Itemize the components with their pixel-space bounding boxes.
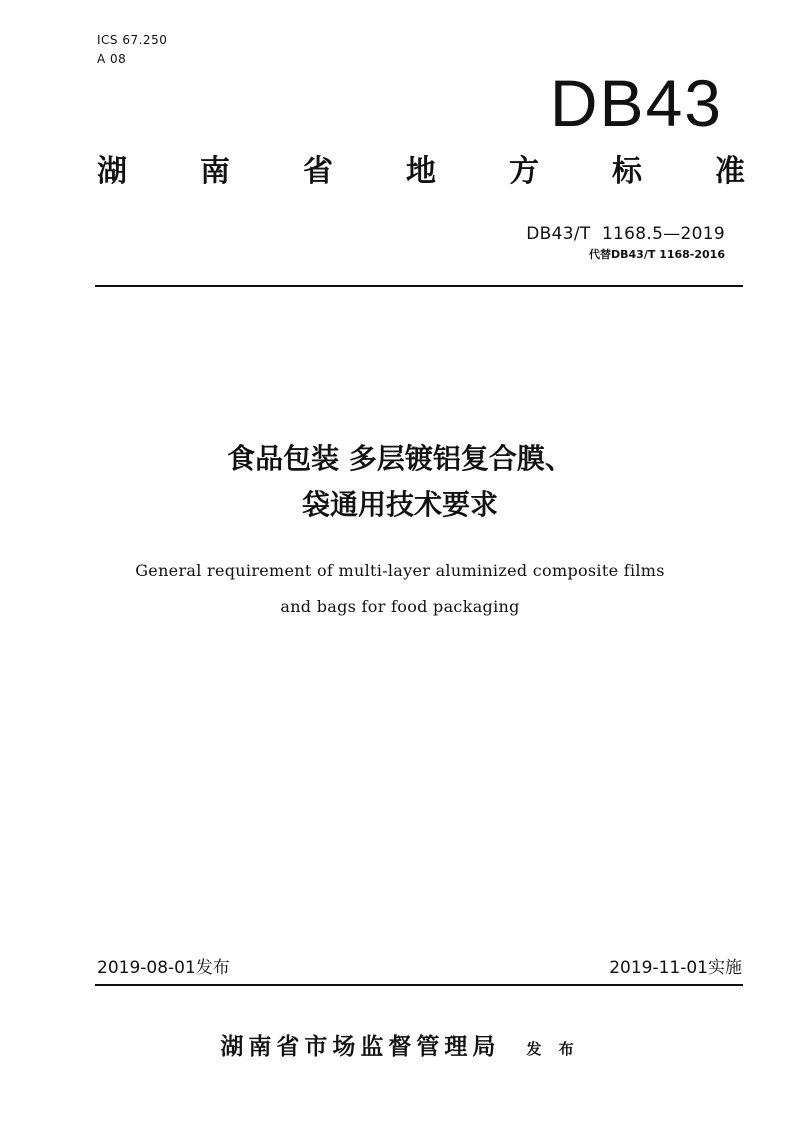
standard-type-heading [97, 150, 745, 194]
english-title [0, 553, 800, 625]
implement-date: 2019-11-01实施 [609, 958, 742, 978]
standard-type-char: 标 [612, 154, 642, 189]
top-divider [95, 285, 743, 287]
replaces-standard: 代替DB43/T 1168-2016 [589, 248, 725, 261]
standard-type-char: 方 [509, 154, 539, 189]
standard-type-char: 南 [200, 154, 230, 189]
issuer-line [0, 1030, 800, 1066]
english-title-line: and bags for food packaging [280, 597, 520, 616]
bottom-divider [95, 984, 743, 986]
category-code: A 08 [97, 52, 127, 66]
issue-label: 发 布 [526, 1040, 580, 1058]
english-title-line: General requirement of multi-layer aluminized composite films [135, 561, 665, 580]
db-code-logo: DB43 [549, 66, 723, 140]
standard-type-char: 地 [406, 154, 436, 189]
publish-date: 2019-08-01发布 [97, 958, 230, 978]
standard-number: DB43/T 1168.5—2019 [526, 224, 725, 244]
ics-code: ICS 67.250 [97, 33, 168, 47]
chinese-title [0, 436, 800, 528]
standard-type-char: 省 [303, 154, 333, 189]
chinese-title-line: 食品包装 多层镀铝复合膜、 [227, 442, 573, 475]
chinese-title-line: 袋通用技术要求 [301, 488, 498, 521]
issuing-authority: 湖南省市场监督管理局 [220, 1034, 501, 1060]
standard-type-char: 准 [715, 154, 745, 189]
standard-type-char: 湖 [97, 154, 127, 189]
